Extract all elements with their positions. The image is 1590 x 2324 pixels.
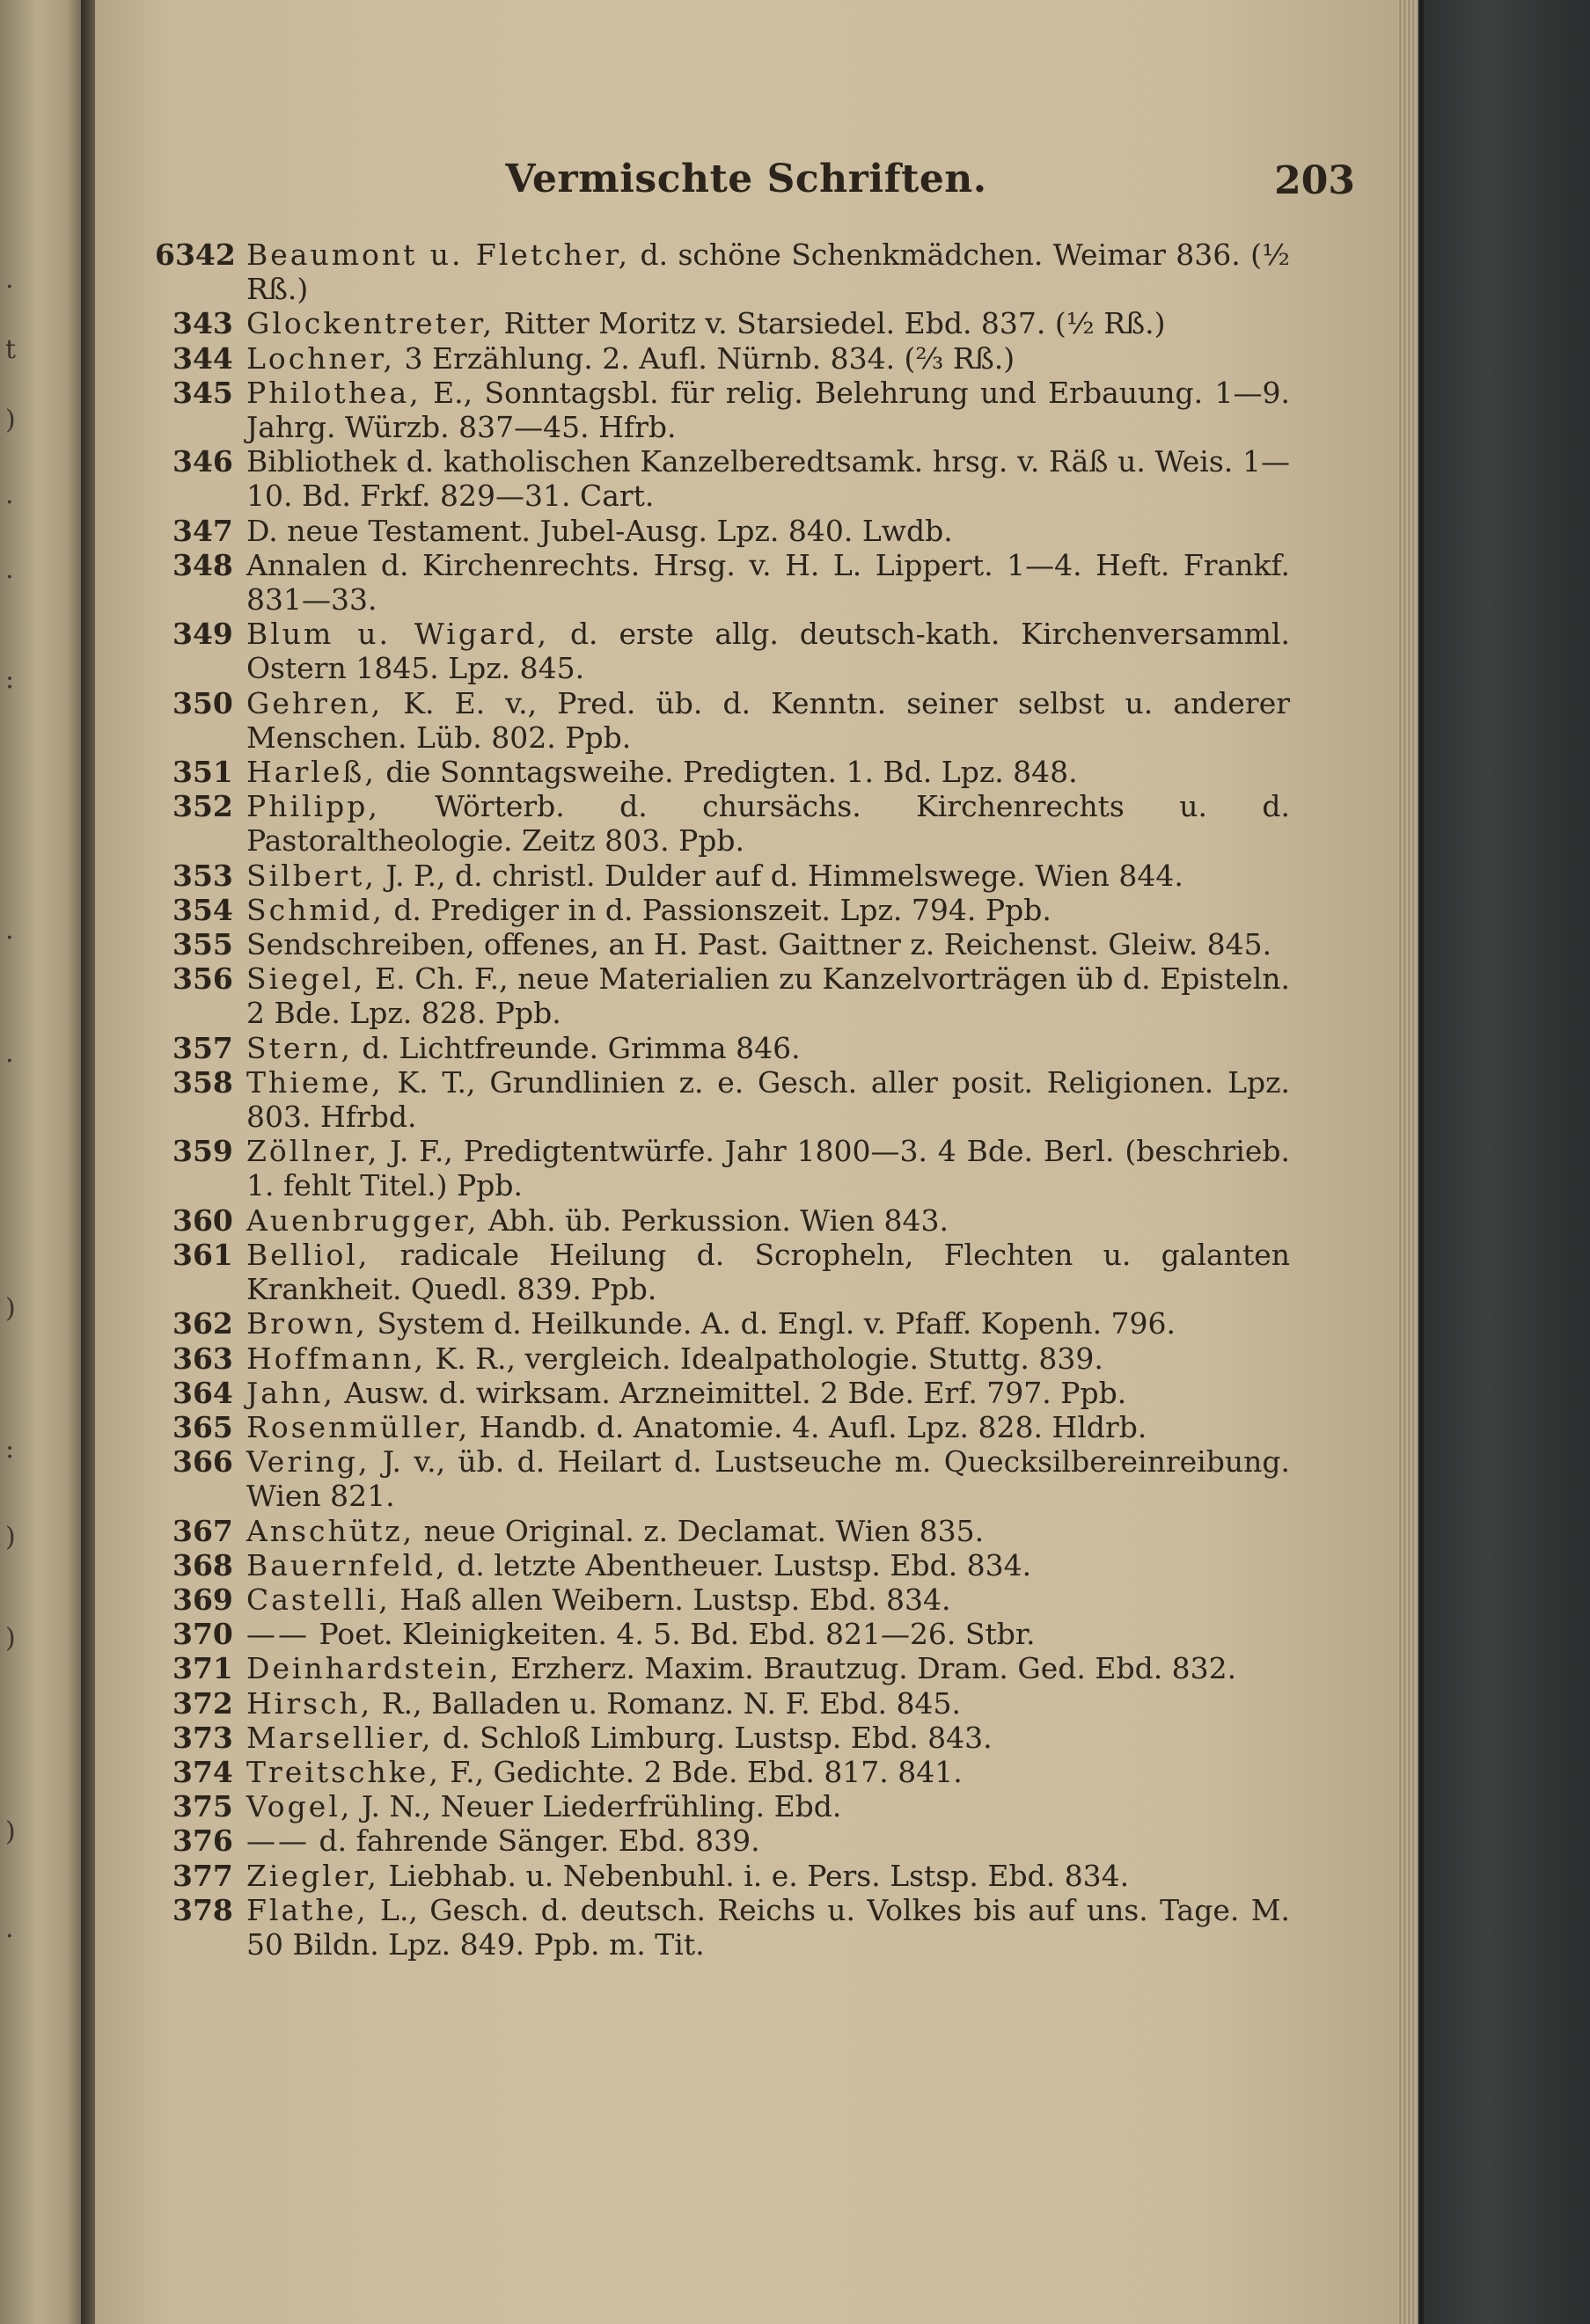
entry-number: 359: [172, 1134, 233, 1169]
catalog-entry: [172, 1823, 1290, 1858]
catalog-entry: [172, 893, 1290, 927]
entry-description: 3 Erzählung. 2. Aufl. Nürnb. 834. (⅔ Rß.): [404, 340, 1015, 376]
catalog-entry: [172, 1582, 1290, 1617]
entry-number: 356: [172, 961, 233, 997]
entry-author: Hoffmann,: [246, 1341, 427, 1376]
entry-description: Ausw. d. wirksam. Arzneimittel. 2 Bde. Erf. 797. Ppb.: [344, 1375, 1127, 1410]
entry-description: Sendschreiben, offenes, an H. Past. Gaittner z. Reichenst. Gleiw. 845.: [246, 927, 1272, 962]
entry-text: [246, 1444, 1290, 1513]
entry-text: [246, 1686, 1290, 1721]
entry-number: 369: [172, 1582, 233, 1617]
entry-number: 374: [172, 1754, 233, 1789]
catalog-entry: [172, 1065, 1290, 1134]
entry-number: 344: [172, 340, 233, 376]
page-title: Vermischte Schriften.: [505, 157, 987, 201]
entry-author: Beaumont u. Fletcher,: [246, 238, 631, 272]
entry-text: [246, 755, 1290, 789]
entry-text: [246, 548, 1290, 617]
entry-author: Brown,: [246, 1306, 368, 1341]
entry-description: J. F., Predigtentwürfe. Jahr 1800—3. 4 Bde. Berl. (beschrieb. 1. fehlt Titel.) Ppb.: [246, 1134, 1290, 1203]
entry-description: J. P., d. christl. Dulder auf d. Himmelswege. Wien 844.: [385, 858, 1183, 893]
entry-author: Marsellier,: [246, 1720, 434, 1755]
entry-text: [246, 1859, 1290, 1893]
entry-description: K. E. v., Pred. üb. d. Kenntn. seiner selbst u. anderer Menschen. Lüb. 802. Ppb.: [246, 685, 1290, 755]
entry-description: d. erste allg. deutsch-kath. Kirchenversamml. Ostern 1845. Lpz. 845.: [246, 617, 1290, 686]
catalog-entry: [172, 961, 1290, 1030]
entry-number: 375: [172, 1789, 233, 1824]
entry-author: Auenbrugger,: [246, 1202, 480, 1238]
entry-number: 365: [172, 1409, 233, 1444]
entry-description: Bibliothek d. katholischen Kanzelberedtsamk. hrsg. v. Räß u. Weis. 1—10. Bd. Frkf. 829—31. Cart.: [246, 444, 1290, 514]
entry-text: [246, 1031, 1290, 1065]
entry-text: [246, 961, 1290, 1030]
catalog-entry: [172, 1444, 1290, 1513]
entry-text: [246, 1065, 1290, 1134]
entry-number: 366: [172, 1444, 233, 1480]
entry-number: 6342: [155, 238, 236, 272]
catalog-entry: [172, 1755, 1290, 1789]
entry-description: d. fahrende Sänger. Ebd. 839.: [319, 1823, 760, 1859]
entry-description: Wörterb. d. chursächs. Kirchenrechts u. d. Pastoraltheologie. Zeitz 803. Ppb.: [246, 789, 1290, 859]
catalog-entry: [172, 1306, 1290, 1341]
catalog-entry: [172, 548, 1290, 617]
catalog-entry: [172, 1031, 1290, 1065]
page-edges: [1397, 0, 1418, 2324]
entry-number: 371: [172, 1651, 233, 1686]
entry-author: Gehren,: [246, 685, 384, 720]
running-header: [95, 157, 1397, 218]
catalog-entry: [172, 341, 1290, 376]
entry-description: Handb. d. Anatomie. 4. Aufl. Lpz. 828. Hldrb.: [479, 1409, 1147, 1444]
entry-description: Erzherz. Maxim. Brautzug. Dram. Ged. Ebd. 832.: [510, 1651, 1237, 1686]
entry-text: [246, 789, 1290, 858]
entry-author: ——: [246, 1823, 310, 1859]
entry-author: Bauernfeld,: [246, 1547, 448, 1582]
entry-text: [246, 1376, 1290, 1410]
entry-text: [246, 1238, 1290, 1306]
entry-author: Deinhardstein,: [246, 1651, 502, 1686]
entry-number: 373: [172, 1720, 233, 1755]
catalog-entry: [172, 927, 1290, 961]
entry-number: 350: [172, 685, 233, 720]
entry-text: [246, 1548, 1290, 1582]
catalog-entry: [172, 444, 1290, 513]
entry-author: Flathe,: [246, 1892, 369, 1927]
entry-description: d. Schloß Limburg. Lustsp. Ebd. 843.: [443, 1720, 993, 1755]
entry-author: Vogel,: [246, 1789, 353, 1824]
entry-description: radicale Heilung d. Scropheln, Flechten u. galanten Krankheit. Quedl. 839. Ppb.: [246, 1237, 1290, 1307]
entry-text: [246, 1893, 1290, 1962]
catalog-entry: [172, 1721, 1290, 1755]
catalog-entry: [172, 1203, 1290, 1238]
entry-number: 367: [172, 1513, 233, 1548]
catalog-entry: [172, 1410, 1290, 1444]
entry-number: 360: [172, 1202, 233, 1238]
entry-text: [246, 514, 1290, 548]
margin-mark: :: [5, 1434, 15, 1465]
entry-author: Castelli,: [246, 1582, 391, 1617]
catalog-entry: [172, 1514, 1290, 1548]
entry-number: 376: [172, 1823, 233, 1859]
catalog-entry: [172, 1651, 1290, 1685]
catalog-entry: [172, 514, 1290, 548]
margin-mark: .: [5, 915, 14, 946]
entry-author: Belliol,: [246, 1237, 370, 1272]
catalog-entry: [172, 1789, 1290, 1823]
entry-text: [246, 859, 1290, 893]
entry-description: F., Gedichte. 2 Bde. Ebd. 817. 841.: [450, 1754, 963, 1789]
entry-text: [246, 686, 1290, 755]
entry-number: 354: [172, 892, 233, 927]
entry-text: [246, 1721, 1290, 1755]
entry-text: [246, 341, 1290, 376]
entry-description: die Sonntagsweihe. Predigten. 1. Bd. Lpz. 848.: [385, 755, 1078, 790]
entry-author: Glockentreter,: [246, 306, 495, 341]
entry-description: Liebhab. u. Nebenbuhl. i. e. Pers. Lstsp. Ebd. 834.: [388, 1858, 1130, 1893]
entry-description: D. neue Testament. Jubel-Ausg. Lpz. 840. Lwdb.: [246, 513, 953, 548]
entry-author: Treitschke,: [246, 1754, 441, 1789]
entry-description: K. R., vergleich. Idealpathologie. Stuttg. 839.: [435, 1341, 1103, 1376]
margin-mark: .: [5, 479, 14, 510]
page-number: 203: [1274, 158, 1355, 203]
entry-number: 357: [172, 1030, 233, 1065]
entry-text: [246, 1823, 1290, 1858]
catalog-entry: [172, 1686, 1290, 1721]
margin-mark: .: [5, 1913, 14, 1944]
entry-text: [246, 927, 1290, 961]
catalog-entry: [172, 376, 1290, 444]
margin-mark: t: [5, 334, 17, 365]
catalog-entry: [172, 617, 1290, 685]
entry-description: E., Sonntagsbl. für relig. Belehrung und Erbauung. 1—9. Jahrg. Würzb. 837—45. Hfrb.: [246, 375, 1290, 445]
entry-author: Anschütz,: [246, 1513, 415, 1548]
entry-author: Thieme,: [246, 1064, 384, 1100]
entry-number: 355: [172, 927, 233, 962]
entry-text: [246, 1617, 1290, 1651]
margin-mark: ): [5, 1293, 16, 1324]
entry-description: J. v., üb. d. Heilart d. Lustseuche m. Quecksilbereinreibung. Wien 821.: [246, 1444, 1290, 1514]
entry-author: Silbert,: [246, 858, 377, 893]
entry-number: 363: [172, 1341, 233, 1376]
entry-number: 351: [172, 755, 233, 790]
entry-description: Annalen d. Kirchenrechts. Hrsg. v. H. L. Lippert. 1—4. Heft. Frankf. 831—33.: [246, 547, 1290, 618]
entry-description: d. schöne Schenkmädchen. Weimar 836. (½ Rß.): [246, 238, 1290, 307]
catalog-entry: [172, 1376, 1290, 1410]
entry-author: Zöllner,: [246, 1134, 380, 1169]
catalog-entries: [155, 238, 1290, 1962]
entry-text: [246, 1306, 1290, 1341]
catalog-entry: [172, 1341, 1290, 1376]
entry-text: [246, 1651, 1290, 1685]
entry-description: d. letzte Abentheuer. Lustsp. Ebd. 834.: [457, 1547, 1032, 1582]
book-cover: [1418, 0, 1590, 2324]
entry-text: [246, 1203, 1290, 1238]
entry-number: 372: [172, 1685, 233, 1721]
entry-text: [246, 1514, 1290, 1548]
entry-number: 378: [172, 1892, 233, 1927]
entry-number: 343: [172, 306, 233, 341]
entry-description: Ritter Moritz v. Starsiedel. Ebd. 837. (½ Rß.): [503, 306, 1166, 341]
entry-author: Vering,: [246, 1444, 370, 1480]
entry-text: [246, 617, 1290, 685]
entry-author: Lochner,: [246, 340, 395, 376]
catalog-entry: [172, 755, 1290, 789]
entry-description: System d. Heilkunde. A. d. Engl. v. Pfaff. Kopenh. 796.: [377, 1306, 1176, 1341]
entry-author: Siegel,: [246, 961, 366, 997]
catalog-entry: [172, 1893, 1290, 1962]
entry-number: 353: [172, 858, 233, 893]
cover-edge: [1418, 0, 1424, 2324]
margin-mark: .: [5, 264, 14, 295]
catalog-entry: [172, 1859, 1290, 1893]
entry-number: 370: [172, 1617, 233, 1652]
entry-text: [246, 444, 1290, 513]
catalog-entry: [172, 306, 1290, 340]
entry-author: Ziegler,: [246, 1858, 379, 1893]
entry-text: [246, 1341, 1290, 1376]
entry-number: 361: [172, 1237, 233, 1272]
entry-text: [246, 1582, 1290, 1617]
entry-number: 346: [172, 444, 233, 479]
catalog-entry: [172, 686, 1290, 755]
margin-mark: .: [5, 1038, 14, 1069]
catalog-entry: [172, 859, 1290, 893]
entry-number: 345: [172, 375, 233, 410]
entry-number: 358: [172, 1064, 233, 1100]
margin-mark: :: [5, 664, 15, 695]
entry-author: Schmid,: [246, 892, 385, 927]
entry-text: [246, 893, 1290, 927]
entry-text: [246, 376, 1290, 444]
catalog-entry: [155, 238, 1290, 307]
catalog-entry: [172, 1134, 1290, 1202]
entry-number: 362: [172, 1306, 233, 1341]
entry-number: 349: [172, 617, 233, 652]
entry-text: [246, 238, 1290, 306]
entry-text: [246, 1410, 1290, 1444]
entry-author: Stern,: [246, 1030, 353, 1065]
catalog-entry: [172, 1548, 1290, 1582]
entry-description: R., Balladen u. Romanz. N. F. Ebd. 845.: [381, 1685, 962, 1721]
entry-author: Rosenmüller,: [246, 1409, 471, 1444]
catalog-entry: [172, 789, 1290, 858]
entry-description: K. T., Grundlinien z. e. Gesch. aller posit. Religionen. Lpz. 803. Hfrbd.: [246, 1064, 1290, 1135]
entry-description: Abh. üb. Perkussion. Wien 843.: [487, 1202, 949, 1238]
entry-author: Philothea,: [246, 375, 421, 410]
entry-description: neue Original. z. Declamat. Wien 835.: [423, 1513, 985, 1548]
entry-number: 348: [172, 547, 233, 582]
entry-author: Harleß,: [246, 755, 377, 790]
catalog-entry: [172, 1617, 1290, 1651]
entry-number: 377: [172, 1858, 233, 1893]
entry-description: Poet. Kleinigkeiten. 4. 5. Bd. Ebd. 821—26. Stbr.: [319, 1617, 1036, 1652]
entry-author: Blum u. Wigard,: [246, 617, 550, 652]
entry-description: J. N., Neuer Liederfrühling. Ebd.: [361, 1789, 842, 1824]
margin-mark: ): [5, 1522, 16, 1553]
entry-description: L., Gesch. d. deutsch. Reichs u. Volkes bis auf uns. Tage. M. 50 Bildn. Lpz. 849. Ppb. m. Tit.: [246, 1892, 1290, 1962]
entry-description: d. Lichtfreunde. Grimma 846.: [362, 1030, 801, 1065]
entry-description: Haß allen Weibern. Lustsp. Ebd. 834.: [399, 1582, 951, 1617]
entry-author: Hirsch,: [246, 1685, 373, 1721]
catalog-entry: [172, 1238, 1290, 1306]
entry-text: [246, 1755, 1290, 1789]
entry-author: ——: [246, 1617, 310, 1652]
entry-description: E. Ch. F., neue Materialien zu Kanzelvorträgen üb d. Episteln. 2 Bde. Lpz. 828. Ppb.: [246, 961, 1290, 1031]
entry-text: [246, 1134, 1290, 1202]
margin-mark: ): [5, 1816, 16, 1847]
left-facing-page: [0, 0, 84, 2324]
margin-mark: .: [5, 554, 14, 585]
entry-text: [246, 306, 1290, 340]
entry-author: Jahn,: [246, 1375, 335, 1410]
entry-description: d. Prediger in d. Passionszeit. Lpz. 794. Ppb.: [393, 892, 1051, 927]
entry-author: Philipp,: [246, 789, 380, 824]
entry-number: 368: [172, 1547, 233, 1582]
margin-mark: ): [5, 1623, 16, 1654]
margin-mark: ): [5, 405, 16, 435]
entry-number: 347: [172, 513, 233, 548]
entry-text: [246, 1789, 1290, 1823]
entry-number: 364: [172, 1375, 233, 1410]
entry-number: 352: [172, 789, 233, 824]
